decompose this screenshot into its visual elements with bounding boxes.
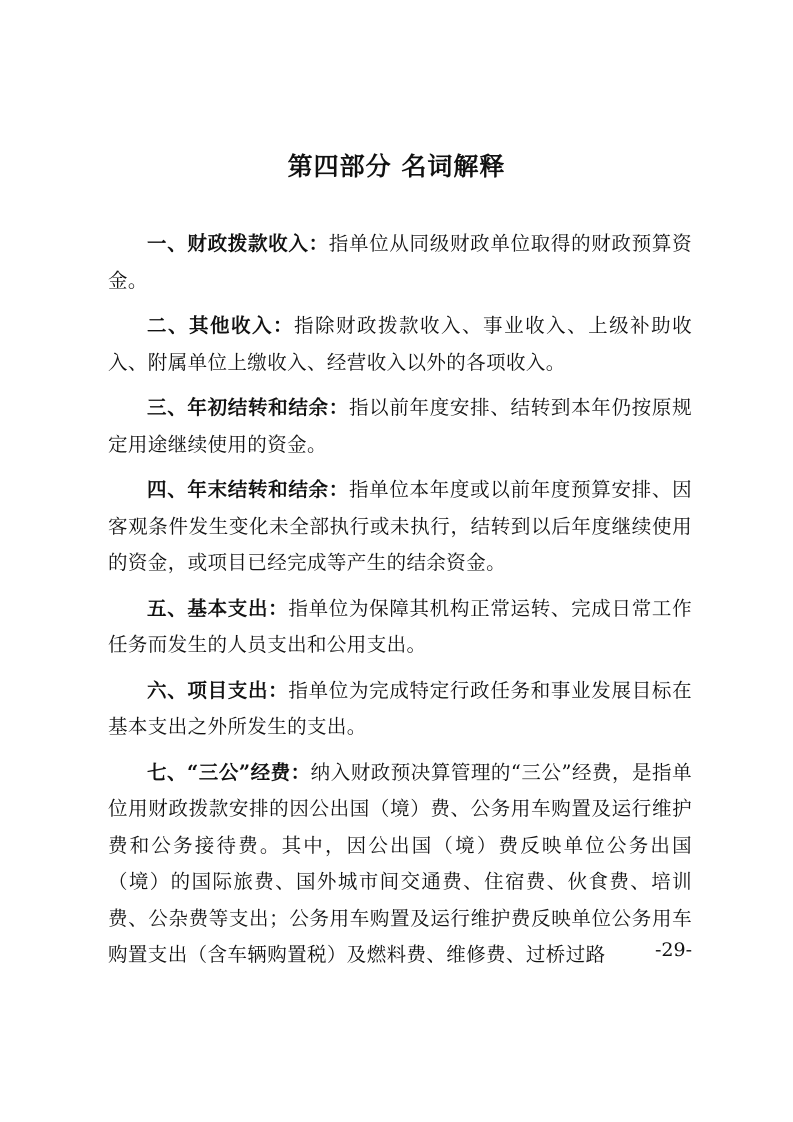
term-definition: 纳入财政预决算管理的“三公”经费，是指单位用财政拨款安排的因公出国（境）费、公务用车购置及运行维护费和公务接待费。其中，因公出国（境）费反映单位公务出国（境）的国际旅费、国外城市间交通费、住宿费、伙食费、培训费、公杂费等支出；公务用车购置及运行维护费反映单位公务用车购置支出（含车辆购置税）及燃料费、维修费、过桥过路 (108, 760, 692, 966)
term-definition: 指除财政拨款收入、事业收入、上级补助收入、附属单位上缴收入、经营收入以外的各项收入。 (108, 314, 692, 374)
term-paragraph (108, 673, 692, 746)
term-definition: 指单位为完成特定行政任务和事业发展目标在基本支出之外所发生的支出。 (108, 678, 692, 738)
term-name: 六、项目支出： (147, 678, 289, 702)
term-name: 一、财政拨款收入： (147, 232, 329, 255)
term-definition: 指单位从同级财政单位取得的财政预算资金。 (108, 232, 692, 292)
term-paragraph (108, 390, 692, 463)
term-paragraph (108, 226, 692, 299)
term-paragraph (108, 308, 692, 381)
term-definition: 指单位为保障其机构正常运转、完成日常工作任务而发生的人员支出和公用支出。 (108, 596, 692, 656)
page-number: -29- (654, 939, 692, 961)
term-definition: 指以前年度安排、结转到本年仍按原规定用途继续使用的资金。 (108, 396, 692, 456)
term-name: 五、基本支出： (147, 596, 289, 620)
term-name: 七、“三公”经费： (147, 760, 311, 784)
term-paragraph (108, 591, 692, 664)
term-name: 四、年末结转和结余： (147, 478, 349, 501)
term-name: 二、其他收入： (147, 314, 295, 337)
glossary-content (108, 226, 692, 983)
term-definition: 指单位本年度或以前年度预算安排、因客观条件发生变化未全部执行或未执行，结转到以后年度继续使用的资金，或项目已经完成等产生的结余资金。 (108, 478, 692, 574)
term-paragraph (108, 472, 692, 582)
term-name: 三、年初结转和结余： (147, 396, 349, 419)
page-title: 第四部分 名词解释 (287, 152, 506, 181)
